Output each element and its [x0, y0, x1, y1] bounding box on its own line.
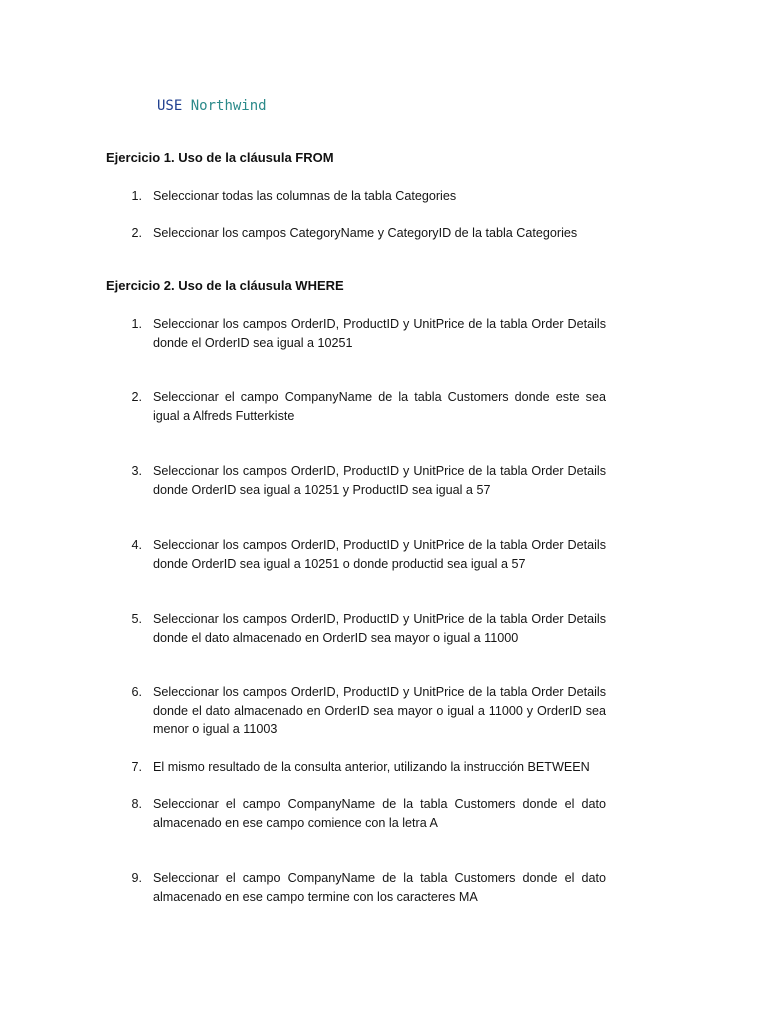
item-text: Seleccionar todas las columnas de la tabla Categories	[153, 189, 457, 203]
list-item	[128, 758, 606, 777]
item-number: 2.	[131, 226, 142, 240]
item-text: Seleccionar los campos OrderID, ProductID y UnitPrice de la tabla Order Details donde OrderID sea igual a 10251 o donde productid sea igual a 57	[153, 538, 606, 571]
item-number: 9.	[131, 871, 142, 885]
item-number: 1.	[131, 189, 142, 203]
list-item	[128, 536, 606, 573]
database-name: Northwind	[190, 98, 267, 114]
item-text: El mismo resultado de la consulta anterior, utilizando la instrucción BETWEEN	[153, 760, 590, 774]
item-text: Seleccionar los campos OrderID, ProductID y UnitPrice de la tabla Order Details donde el OrderID sea igual a 10251	[153, 317, 606, 350]
item-number: 2.	[131, 390, 142, 404]
item-number: 3.	[131, 464, 142, 478]
list-item	[128, 683, 606, 739]
item-text: Seleccionar el campo CompanyName de la tabla Customers donde este sea igual a Alfreds Futterkiste	[153, 390, 606, 423]
item-text: Seleccionar los campos OrderID, ProductID y UnitPrice de la tabla Order Details donde el dato almacenado en OrderID sea mayor o igual a 11000 y OrderID sea menor o igual a 11003	[153, 685, 606, 737]
item-text: Seleccionar el campo CompanyName de la tabla Customers donde el dato almacenado en ese campo termine con los caracteres MA	[153, 871, 606, 904]
item-number: 5.	[131, 612, 142, 626]
item-number: 4.	[131, 538, 142, 552]
item-number: 8.	[131, 797, 142, 811]
list-item	[128, 462, 606, 499]
list-item	[128, 315, 606, 352]
list-item	[128, 388, 606, 425]
item-text: Seleccionar el campo CompanyName de la tabla Customers donde el dato almacenado en ese campo comience con la letra A	[153, 797, 606, 830]
item-number: 1.	[131, 317, 142, 331]
item-number: 6.	[131, 685, 142, 699]
item-text: Seleccionar los campos OrderID, ProductID y UnitPrice de la tabla Order Details donde el dato almacenado en OrderID sea mayor o igual a 11000	[153, 612, 606, 645]
list-item	[128, 610, 606, 647]
item-text: Seleccionar los campos CategoryName y CategoryID de la tabla Categories	[153, 226, 578, 240]
exercise-2-title: Ejercicio 2. Uso de la cláusula WHERE	[106, 278, 344, 293]
item-number: 7.	[131, 760, 142, 774]
item-text: Seleccionar los campos OrderID, ProductID y UnitPrice de la tabla Order Details donde OrderID sea igual a 10251 y ProductID sea igual a 57	[153, 464, 606, 497]
list-item	[128, 224, 606, 243]
list-item	[128, 795, 606, 832]
exercise-1-title: Ejercicio 1. Uso de la cláusula FROM	[106, 150, 334, 165]
code-snippet	[157, 98, 267, 114]
sql-keyword: USE	[157, 98, 183, 114]
list-item	[128, 187, 606, 206]
list-item	[128, 869, 606, 906]
